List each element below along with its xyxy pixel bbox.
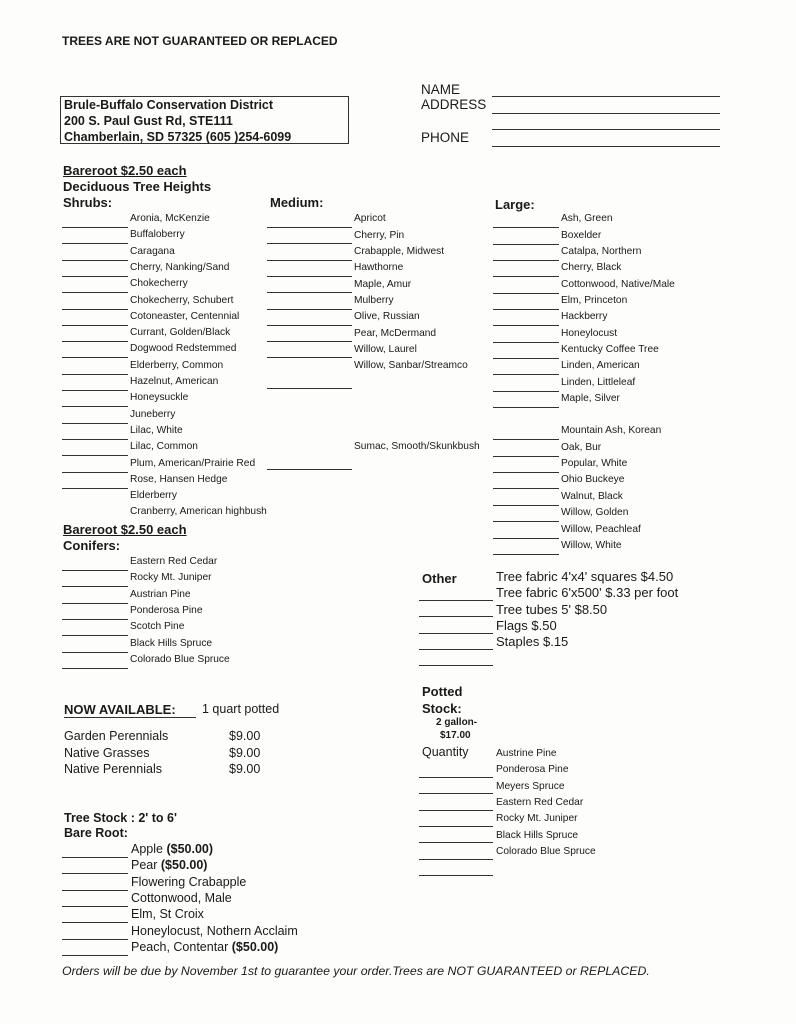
item-label: Black Hills Spruce <box>496 829 579 841</box>
quantity-field[interactable] <box>493 439 559 440</box>
item-label: Hackberry <box>561 311 608 322</box>
quantity-field[interactable] <box>62 325 128 326</box>
item-name: Cottonwood, Male <box>131 890 232 905</box>
medium-item <box>354 441 480 453</box>
large-item <box>561 524 641 536</box>
quantity-field[interactable] <box>62 406 128 407</box>
item-name: Apple <box>131 842 167 856</box>
tree-stock-item <box>131 908 204 920</box>
item-name: Elm, St Croix <box>131 907 204 922</box>
quantity-field[interactable] <box>267 227 352 228</box>
potted-price: $17.00 <box>440 730 471 741</box>
item-label: Aronia, McKenzie <box>130 213 210 224</box>
large-item <box>561 458 627 470</box>
quantity-field[interactable] <box>62 873 128 874</box>
quantity-field[interactable] <box>493 325 559 326</box>
large-item <box>561 262 621 274</box>
quantity-field[interactable] <box>62 635 128 636</box>
shrubs-label: Shrubs: <box>63 195 113 210</box>
shrub-item <box>130 343 236 355</box>
quantity-field[interactable] <box>419 859 493 860</box>
item-label: Ponderosa Pine <box>130 604 203 616</box>
quantity-label: Quantity <box>422 745 469 759</box>
quantity-field[interactable] <box>493 488 559 489</box>
address-field[interactable] <box>492 113 720 114</box>
quantity-field[interactable] <box>62 857 128 858</box>
medium-item <box>354 246 444 258</box>
medium-item <box>354 262 403 274</box>
quantity-field[interactable] <box>493 554 559 555</box>
item-label: Rose, Hansen Hedge <box>130 473 228 485</box>
item-label: Tree tubes 5' $8.50 <box>496 601 608 617</box>
tree-stock-item <box>131 925 298 937</box>
quantity-field[interactable] <box>62 341 128 342</box>
item-label: Willow, Golden <box>561 507 629 518</box>
quantity-field[interactable] <box>62 619 128 620</box>
quantity-field[interactable] <box>419 777 493 778</box>
quantity-field[interactable] <box>493 342 559 343</box>
large-item <box>561 344 659 356</box>
other-item <box>496 636 568 648</box>
tree-stock-heading: Tree Stock : 2' to 6' <box>64 811 177 825</box>
item-label: Currant, Golden/Black <box>130 327 231 339</box>
quantity-field[interactable] <box>62 906 128 907</box>
medium-item <box>354 311 420 323</box>
medium-item <box>354 344 417 356</box>
medium-item <box>354 279 411 291</box>
top-warning: TREES ARE NOT GUARANTEED OR REPLACED <box>62 34 338 48</box>
quantity-field[interactable] <box>62 668 128 669</box>
item-label: Olive, Russian <box>354 311 420 322</box>
item-label: Apricot <box>354 213 386 224</box>
conifer-item <box>130 638 212 650</box>
shrub-item <box>130 360 223 372</box>
tree-stock-item <box>131 859 207 871</box>
quantity-field[interactable] <box>493 244 559 245</box>
shrub-item <box>130 425 183 437</box>
now-available-price: $9.00 <box>229 762 261 776</box>
item-label: Meyers Spruce <box>496 780 565 792</box>
item-label: Honeylocust <box>561 327 618 339</box>
item-label: Kentucky Coffee Tree <box>561 344 659 355</box>
large-item <box>561 213 613 225</box>
phone-label: PHONE <box>421 130 470 145</box>
item-label: Scotch Pine <box>130 621 185 633</box>
tree-stock-item <box>131 843 213 855</box>
large-item <box>561 328 617 340</box>
large-item <box>561 360 640 372</box>
name-label: NAME <box>421 82 461 97</box>
large-item <box>561 230 601 242</box>
item-label: Chokecherry, Schubert <box>130 294 234 306</box>
quantity-field[interactable] <box>419 665 493 666</box>
quantity-field[interactable] <box>62 423 128 424</box>
item-label: Boxelder <box>561 229 602 241</box>
item-name: Honeylocust, Nothern Acclaim <box>131 923 298 938</box>
item-label: Ash, Green <box>561 213 613 224</box>
medium-item <box>354 295 394 307</box>
potted-size: 2 gallon- <box>436 717 478 728</box>
quantity-field[interactable] <box>493 391 559 392</box>
item-label: Tree fabric 6'x500' $.33 per foot <box>496 585 679 601</box>
quantity-field[interactable] <box>493 521 559 522</box>
item-label: Cherry, Black <box>561 262 622 273</box>
large-item <box>561 393 620 405</box>
item-label: Lilac, Common <box>130 441 198 453</box>
quantity-field[interactable] <box>62 652 128 653</box>
now-available-subtitle: 1 quart potted <box>202 702 280 716</box>
quantity-field[interactable] <box>419 842 493 843</box>
item-label: Honeysuckle <box>130 392 189 404</box>
item-label: Oak, Bur <box>561 441 602 453</box>
item-label: Pear, McDermand <box>354 327 437 339</box>
shrub-item <box>130 490 177 502</box>
item-label: Lilac, White <box>130 424 183 436</box>
bare-root-heading: Bare Root: <box>64 826 128 840</box>
item-label: Elderberry <box>130 490 177 502</box>
potted-item <box>496 781 565 793</box>
item-label: Willow, Laurel <box>354 344 417 355</box>
shrub-item <box>130 392 188 404</box>
medium-item <box>354 230 404 242</box>
quantity-field[interactable] <box>62 227 128 228</box>
shrub-item <box>130 295 233 307</box>
shrub-item <box>130 262 229 274</box>
large-item <box>561 540 622 552</box>
item-label: Cherry, Nanking/Sand <box>130 261 230 273</box>
quantity-field[interactable] <box>62 390 128 391</box>
quantity-field[interactable] <box>419 600 493 601</box>
conifer-item <box>130 572 212 584</box>
tree-stock-item <box>131 892 232 904</box>
address-label: ADDRESS <box>421 97 487 112</box>
item-name: Flowering Crabapple <box>131 874 247 889</box>
shrub-item <box>130 327 230 339</box>
quantity-field[interactable] <box>62 309 128 310</box>
conifers-price-heading: Bareroot $2.50 each <box>63 522 187 537</box>
quantity-field[interactable] <box>493 293 559 294</box>
item-label: Willow, White <box>561 540 622 551</box>
conifer-item <box>130 589 191 601</box>
shrub-item <box>130 246 175 258</box>
address-box <box>60 96 349 144</box>
item-label: Linden, Littleleaf <box>561 376 636 388</box>
quantity-field[interactable] <box>493 276 559 277</box>
quantity-field[interactable] <box>267 276 352 277</box>
medium-label: Medium: <box>270 195 324 210</box>
quantity-field[interactable] <box>493 505 559 506</box>
quantity-field[interactable] <box>267 309 352 310</box>
quantity-field[interactable] <box>419 826 493 827</box>
large-item <box>561 425 661 437</box>
item-label: Crabapple, Midwest <box>354 246 445 257</box>
quantity-field[interactable] <box>62 922 128 923</box>
shrub-item <box>130 474 227 486</box>
quantity-field[interactable] <box>267 260 352 261</box>
conifers-heading: Conifers: <box>63 538 121 553</box>
quantity-field[interactable] <box>493 456 559 457</box>
conifer-item <box>130 556 217 568</box>
address-field-2[interactable] <box>492 129 720 130</box>
other-item <box>496 571 673 583</box>
quantity-field[interactable] <box>493 309 559 310</box>
item-label: Colorado Blue Spruce <box>130 653 230 665</box>
shrub-item <box>130 213 210 225</box>
potted-heading-2: Stock: <box>422 701 462 716</box>
item-label: Austrian Pine <box>130 588 191 600</box>
quantity-field[interactable] <box>62 570 128 571</box>
quantity-field[interactable] <box>62 586 128 587</box>
quantity-field[interactable] <box>419 616 493 617</box>
quantity-field[interactable] <box>62 276 128 277</box>
now-available-item: Native Perennials <box>64 762 162 776</box>
item-label: Caragana <box>130 245 175 257</box>
bareroot-price-heading: Bareroot $2.50 each <box>63 163 187 178</box>
other-item <box>496 587 678 599</box>
quantity-field[interactable] <box>62 374 128 375</box>
item-price: ($50.00) <box>160 858 208 873</box>
item-label: Rocky Mt. Juniper <box>496 813 578 825</box>
item-label: Maple, Silver <box>561 393 620 404</box>
item-label: Willow, Peachleaf <box>561 523 641 535</box>
item-label: Popular, White <box>561 458 628 469</box>
item-label: Catalpa, Northern <box>561 246 642 257</box>
large-item <box>561 491 623 503</box>
item-label: Rocky Mt. Juniper <box>130 572 212 584</box>
quantity-field[interactable] <box>267 325 352 326</box>
quantity-field[interactable] <box>62 488 128 489</box>
item-price: ($50.00) <box>166 842 214 856</box>
item-label: Chokecherry <box>130 278 188 290</box>
large-item <box>561 507 628 519</box>
address-line-1: Brule-Buffalo Conservation District <box>64 98 274 112</box>
large-item <box>561 295 627 307</box>
quantity-field[interactable] <box>493 374 559 375</box>
other-item <box>496 601 608 617</box>
now-available-heading-wrap <box>64 702 196 718</box>
potted-item <box>496 830 578 842</box>
shrub-item <box>130 506 267 518</box>
quantity-field[interactable] <box>493 358 559 359</box>
quantity-field[interactable] <box>267 388 352 389</box>
item-label: Mulberry <box>354 295 394 306</box>
item-label: Elderberry, Common <box>130 359 224 371</box>
address-line-3: Chamberlain, SD 57325 (605 )254-6099 <box>64 130 292 144</box>
quantity-field[interactable] <box>62 292 128 293</box>
quantity-field[interactable] <box>62 890 128 891</box>
quantity-field[interactable] <box>493 407 559 408</box>
name-field[interactable] <box>492 96 720 97</box>
item-label: Eastern Red Cedar <box>496 796 584 808</box>
large-label: Large: <box>495 197 535 212</box>
potted-item <box>496 797 583 809</box>
other-heading: Other <box>422 571 457 586</box>
quantity-field[interactable] <box>419 793 493 794</box>
potted-item <box>496 764 569 776</box>
shrub-item <box>130 278 188 290</box>
now-available-heading: NOW AVAILABLE: <box>64 702 176 717</box>
shrub-item <box>130 441 198 453</box>
shrub-item <box>130 458 255 470</box>
now-available-item: Garden Perennials <box>64 729 169 743</box>
deciduous-heading: Deciduous Tree Heights <box>63 179 212 194</box>
large-item <box>561 442 601 454</box>
tree-stock-item <box>131 876 246 888</box>
quantity-field[interactable] <box>62 455 128 456</box>
shrub-item <box>130 229 185 241</box>
address-line-2: 200 S. Paul Gust Rd, STE111 <box>64 114 233 128</box>
item-label: Mountain Ash, Korean <box>561 425 662 436</box>
other-item <box>496 617 557 633</box>
quantity-field[interactable] <box>419 633 493 634</box>
quantity-field[interactable] <box>62 939 128 940</box>
medium-item <box>354 360 468 372</box>
conifer-item <box>130 654 230 666</box>
quantity-field[interactable] <box>267 243 352 244</box>
quantity-field[interactable] <box>493 538 559 539</box>
item-label: Colorado Blue Spruce <box>496 845 596 857</box>
item-label: Flags $.50 <box>496 617 557 633</box>
quantity-field[interactable] <box>267 341 352 342</box>
item-label: Willow, Sanbar/Streamco <box>354 360 468 371</box>
item-label: Plum, American/Prairie Red <box>130 457 256 469</box>
quantity-field[interactable] <box>419 810 493 811</box>
quantity-field[interactable] <box>62 357 128 358</box>
item-label: Linden, American <box>561 360 640 371</box>
quantity-field[interactable] <box>419 875 493 876</box>
large-item <box>561 246 641 258</box>
item-label: Juneberry <box>130 408 176 420</box>
quantity-field[interactable] <box>62 955 128 956</box>
quantity-field[interactable] <box>493 260 559 261</box>
quantity-field[interactable] <box>267 357 352 358</box>
item-label: Hazelnut, American <box>130 376 219 387</box>
medium-item <box>354 328 436 340</box>
item-label: Cranberry, American highbush <box>130 506 267 518</box>
item-label: Buffaloberry <box>130 229 185 241</box>
item-price: ($50.00) <box>231 939 279 954</box>
conifer-item <box>130 605 203 617</box>
item-label: Eastern Red Cedar <box>130 556 218 567</box>
item-label: Cottonwood, Native/Male <box>561 278 675 290</box>
item-label: Ohio Buckeye <box>561 474 625 485</box>
item-label: Maple, Amur <box>354 278 412 290</box>
item-label: Tree fabric 4'x4' squares $4.50 <box>496 569 674 584</box>
now-available-item: Native Grasses <box>64 745 150 760</box>
conifer-item <box>130 621 184 633</box>
item-label: Black Hills Spruce <box>130 637 213 649</box>
footer-note: Orders will be due by November 1st to guarantee your order.Trees are NOT GUARANTEED or REPLACED. <box>62 964 650 978</box>
item-name: Pear <box>131 858 161 873</box>
phone-field[interactable] <box>492 146 720 147</box>
shrub-item <box>130 311 239 323</box>
shrub-item <box>130 376 218 388</box>
large-item <box>561 311 607 323</box>
item-label: Walnut, Black <box>561 490 623 502</box>
now-available-price: $9.00 <box>229 745 261 760</box>
quantity-field[interactable] <box>62 603 128 604</box>
item-label: Cotoneaster, Centennial <box>130 310 240 322</box>
now-available-price: $9.00 <box>229 729 261 743</box>
large-item <box>561 377 635 389</box>
potted-item <box>496 846 596 858</box>
item-label: Austrine Pine <box>496 748 557 759</box>
potted-heading-1: Potted <box>422 684 463 699</box>
large-item <box>561 474 624 486</box>
tree-stock-item <box>131 941 278 953</box>
quantity-field[interactable] <box>267 292 352 293</box>
medium-item <box>354 213 386 225</box>
quantity-field[interactable] <box>419 649 493 650</box>
quantity-field[interactable] <box>493 472 559 473</box>
quantity-field[interactable] <box>62 472 128 473</box>
quantity-field[interactable] <box>62 439 128 440</box>
quantity-field[interactable] <box>493 227 559 228</box>
item-name: Peach, Contentar <box>131 939 232 954</box>
item-label: Sumac, Smooth/Skunkbush <box>354 441 480 452</box>
quantity-field[interactable] <box>267 469 352 470</box>
potted-item <box>496 748 557 760</box>
item-label: Hawthorne <box>354 262 404 273</box>
shrub-item <box>130 409 175 421</box>
potted-item <box>496 813 578 825</box>
item-label: Elm, Princeton <box>561 295 628 306</box>
item-label: Ponderosa Pine <box>496 764 569 776</box>
item-label: Staples $.15 <box>496 634 569 650</box>
quantity-field[interactable] <box>62 243 128 244</box>
quantity-field[interactable] <box>62 260 128 261</box>
large-item <box>561 279 675 291</box>
item-label: Cherry, Pin <box>354 229 405 241</box>
item-label: Dogwood Redstemmed <box>130 343 237 355</box>
